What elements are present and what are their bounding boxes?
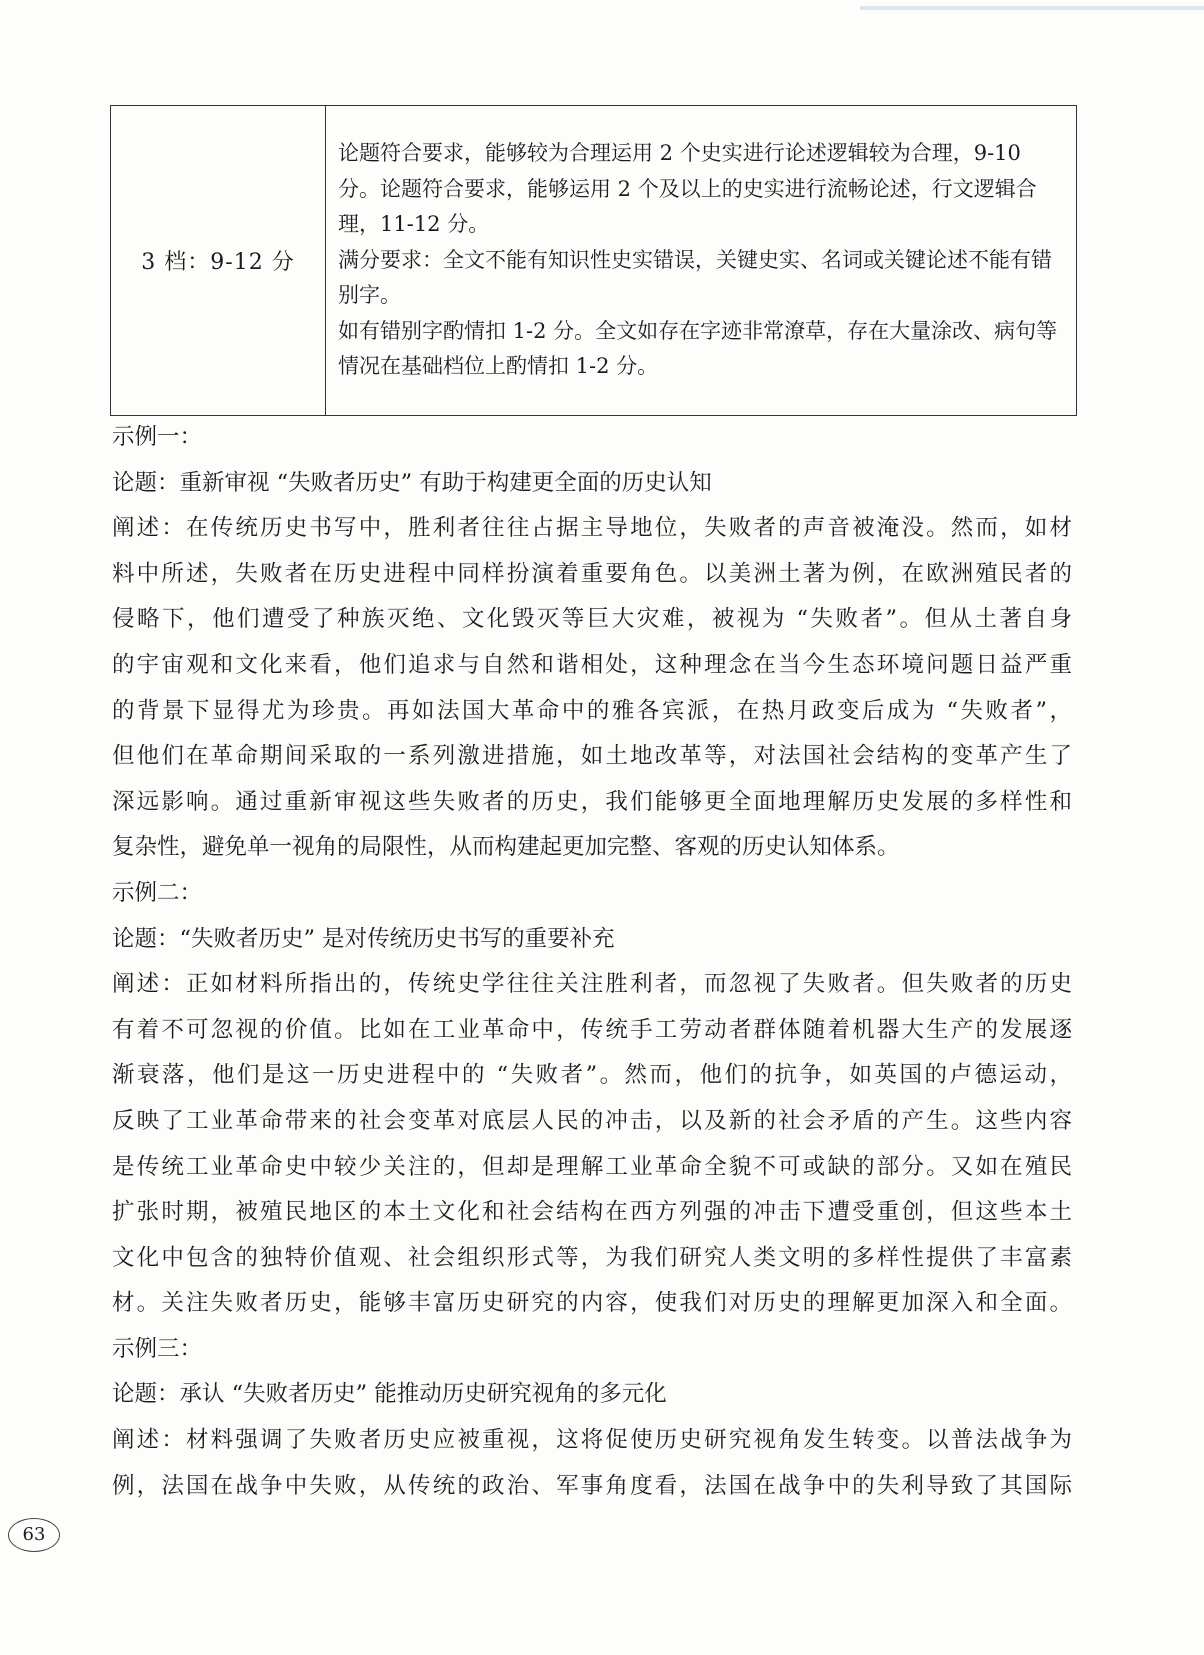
example-2-text-line: 文化中包含的独特价值观、社会组织形式等，为我们研究人类文明的多样性提供了丰富素 [112,1244,1072,1271]
example-1-text-line: 料中所述，失败者在历史进程中同样扮演着重要角色。以美洲土著为例，在欧洲殖民者的 [112,560,1072,587]
example-1-text-line: 的背景下显得尤为珍贵。再如法国大革命中的雅各宾派，在热月政变后成为 “失败者”， [112,697,1072,724]
criteria-full-marks-paragraph: 满分要求：全文不能有知识性史实错误，关键史实、名词或关键论述不能有错别字。 [338,247,1052,308]
grading-rubric-table [110,105,1077,416]
example-2-text-line: 反映了工业革命带来的社会变革对底层人民的冲击，以及新的社会矛盾的产生。这些内容 [112,1107,1072,1134]
example-2-heading: 示例二： [112,879,203,906]
example-2-text-line: 阐述：正如材料所指出的，传统史学往往关注胜利者，而忽视了失败者。但失败者的历史 [112,971,1072,998]
top-decorative-rule [860,6,1204,10]
example-1-heading: 示例一： [112,424,203,450]
example-1-text-line: 但他们在革命期间采取的一系列激进措施，如土地改革等，对法国社会结构的变革产生了 [112,743,1072,770]
example-3-thesis: 论题：承认 “失败者历史” 能推动历史研究视角的多元化 [112,1381,667,1408]
example-2-text-line: 是传统工业革命史中较少关注的，但却是理解工业革命全貌不可或缺的部分。又如在殖民 [112,1153,1072,1180]
criteria-deduction-paragraph: 如有错别字酌情扣 1-2 分。全文如存在字迹非常潦草，存在大量涂改、病句等情况在基础档位上酌情扣 1-2 分。 [338,318,1058,379]
criteria-scoring-paragraph: 论题符合要求，能够较为合理运用 2 个史实进行论述逻辑较为合理，9-10 分。论题符合要求，能够运用 2 个及以上的史实进行流畅论述，行文逻辑合理，11-12 分。 [338,141,1037,237]
grade-label-cell: 3 档：9-12 分 [111,106,326,416]
example-3-text-line: 阐述：材料强调了失败者历史应被重视，这将促使历史研究视角发生转变。以普法战争为 [112,1427,1072,1454]
page-number: 63 [8,1518,60,1552]
example-1-text-line: 深远影响。通过重新审视这些失败者的历史，我们能够更全面地理解历史发展的多样性和 [112,788,1072,815]
example-1-text-line: 的宇宙观和文化来看，他们追求与自然和谐相处，这种理念在当今生态环境问题日益严重 [112,651,1072,678]
example-1-text-line: 侵略下，他们遭受了种族灭绝、文化毁灭等巨大灾难，被视为 “失败者”。但从土著自身 [112,606,1072,633]
example-2-text-line: 扩张时期，被殖民地区的本土文化和社会结构在西方列强的冲击下遭受重创，但这些本土 [112,1199,1072,1226]
examples-body [112,415,1072,1509]
rubric-row [111,106,1077,416]
example-3-heading: 示例三： [112,1335,203,1362]
example-1-thesis: 论题：重新审视 “失败者历史” 有助于构建更全面的历史认知 [112,469,712,496]
example-1-text-line: 复杂性，避免单一视角的局限性，从而构建起更加完整、客观的历史认知体系。 [112,834,900,861]
criteria-cell [326,106,1077,416]
example-3-text-line: 例，法国在战争中失败，从传统的政治、军事角度看，法国在战争中的失利导致了其国际 [112,1472,1072,1499]
example-1-text-line: 阐述：在传统历史书写中，胜利者往往占据主导地位，失败者的声音被淹没。然而，如材 [112,515,1072,542]
example-2-text-line: 材。关注失败者历史，能够丰富历史研究的内容，使我们对历史的理解更加深入和全面。 [112,1290,1072,1317]
example-2-text-line: 有着不可忽视的价值。比如在工业革命中，传统手工劳动者群体随着机器大生产的发展逐 [112,1016,1072,1043]
example-2-thesis: 论题：“失败者历史” 是对传统历史书写的重要补充 [112,925,615,952]
example-2-text-line: 渐衰落，他们是这一历史进程中的 “失败者”。然而，他们的抗争，如英国的卢德运动， [112,1062,1072,1089]
